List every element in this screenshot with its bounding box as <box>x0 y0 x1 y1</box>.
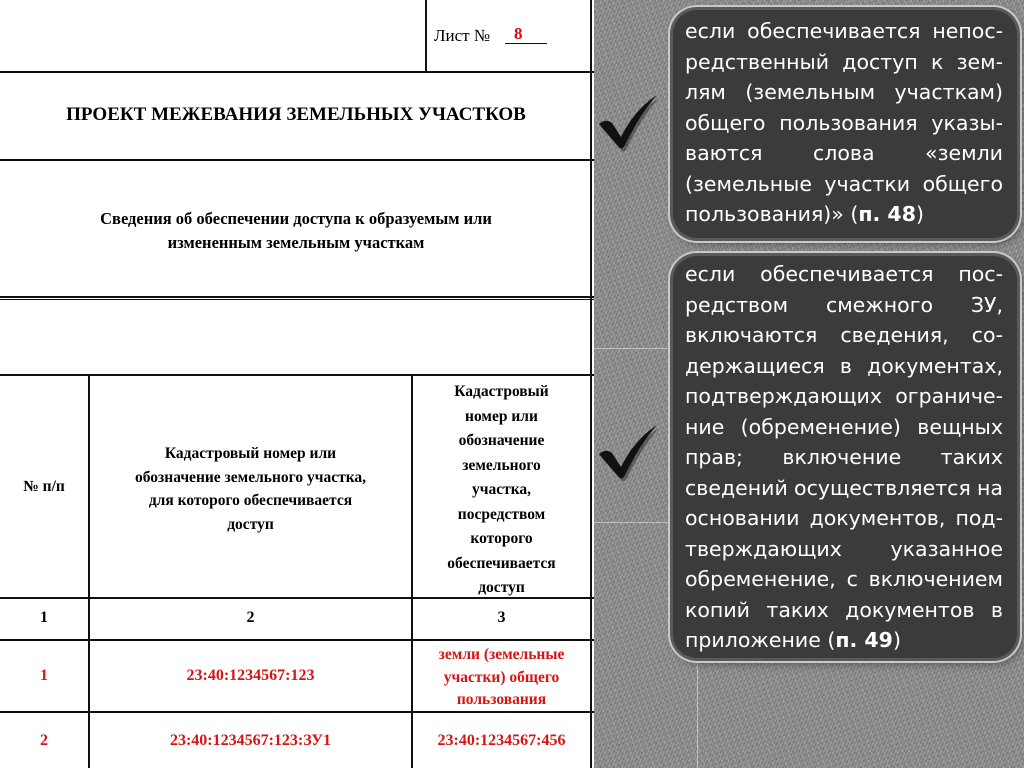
table-cell: 23:40:1234567:123:ЗУ1 <box>169 732 332 749</box>
check-mark-icon <box>596 422 660 482</box>
divider <box>425 0 427 72</box>
note-line: прав; включение таких <box>685 445 1003 469</box>
header-line: которого <box>470 530 533 547</box>
note-line: подтверждающих ограниче- <box>685 384 1003 408</box>
header-line: обеспечивается <box>447 554 556 572</box>
note-line: редственный доступ к зем- <box>685 49 1003 74</box>
sheet-number: 8 <box>514 24 523 43</box>
header-line: участка, <box>471 481 532 498</box>
note-box-48 <box>673 10 1017 238</box>
divider <box>594 522 684 523</box>
note-line: обременение, с включением <box>685 567 1003 591</box>
table-cell: 23:40:1234567:456 <box>437 732 566 749</box>
header-line: посредством <box>457 505 546 523</box>
header-line: обозначение земельного участка, <box>134 468 367 486</box>
note-line: общего пользования указы- <box>685 110 1003 135</box>
reference-clause: п. 48 <box>858 202 916 226</box>
sheet-number-underline <box>505 43 547 44</box>
header-number: № п/п <box>23 478 65 495</box>
header-line: для которого обеспечивается <box>148 492 353 509</box>
table-cell: 1 <box>40 667 48 684</box>
column-number: 1 <box>40 609 48 626</box>
column-number: 2 <box>246 609 255 626</box>
divider <box>0 159 594 161</box>
page-title: ПРОЕКТ МЕЖЕВАНИЯ ЗЕМЕЛЬНЫХ УЧАСТКОВ <box>66 104 526 125</box>
divider <box>88 375 90 768</box>
note-line: если обеспечивается пос- <box>685 262 1003 286</box>
divider <box>594 348 684 349</box>
reference-clause: п. 49 <box>835 628 893 652</box>
cell-line: участки) общего <box>443 668 560 686</box>
divider <box>697 648 698 768</box>
table-cell <box>413 644 590 712</box>
note-line: если обеспечивается непос- <box>685 19 1003 43</box>
cell-line: пользования <box>456 691 547 708</box>
subtitle-line: Сведения об обеспечении доступа к образуемым или <box>100 209 492 228</box>
header-line: земельного <box>462 456 541 474</box>
header-access-plot <box>413 380 590 601</box>
note-line: включаются сведения, со- <box>685 323 1003 347</box>
note-line: (земельные участки общего <box>685 171 1003 196</box>
subtitle-line: измененным земельным участкам <box>167 233 425 252</box>
note-line: редством смежного ЗУ, <box>685 292 1003 317</box>
header-line: обозначение <box>458 432 545 449</box>
header-line: Кадастровый <box>454 383 549 400</box>
note-line: пользования)» ( п. 48 ) <box>685 199 1003 230</box>
table-cell: 23:40:1234567:123 <box>186 667 315 684</box>
note-line: копий таких документов в <box>685 597 1003 622</box>
note-line: приложение ( п. 49 ) <box>685 625 1003 656</box>
header-line: Кадастровый номер или <box>164 445 337 462</box>
note-line: лям (земельным участкам) <box>685 80 1003 104</box>
note-line: держащиеся в документах, <box>685 353 1003 378</box>
header-line: номер или <box>465 407 538 425</box>
divider <box>0 296 594 298</box>
cell-line: земли (земельные <box>438 646 565 663</box>
header-target-plot <box>90 442 411 536</box>
note-line: сведений осуществляется на <box>685 475 1003 500</box>
divider <box>0 299 594 300</box>
note-line: ваются слова «земли <box>685 141 1003 165</box>
divider <box>0 71 594 73</box>
sheet-label: Лист № <box>434 26 491 45</box>
header-line: доступ <box>227 515 274 533</box>
note-box-49 <box>673 256 1017 658</box>
note-line: тверждающих указанное <box>685 536 1003 561</box>
table-cell: 2 <box>40 732 48 749</box>
note-line: ние (обременение) вещных <box>685 414 1003 439</box>
header-line: доступ <box>478 579 525 596</box>
note-line: основании документов, под- <box>685 506 1003 530</box>
column-number: 3 <box>497 609 506 626</box>
check-mark-icon <box>596 92 660 152</box>
